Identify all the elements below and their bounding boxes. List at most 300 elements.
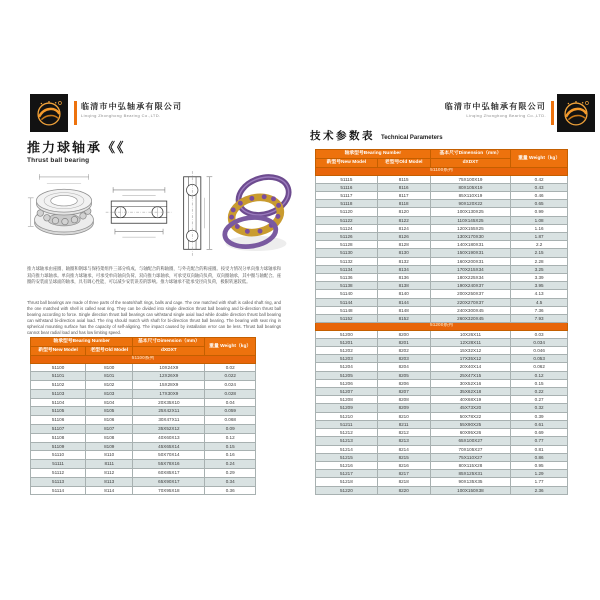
table-row [316,175,568,183]
cell-new-model: 51105 [31,407,86,416]
cell-weight: 2.2 [511,241,568,249]
cell-dimension: 220X270X37 [430,298,511,306]
cell-old-model: 8140 [377,290,430,298]
cell-new-model: 51134 [316,265,378,273]
series-label: 51100系列 [316,168,568,176]
page-title-block [27,137,126,164]
cell-old-model: 8107 [86,425,133,434]
cell-old-model: 8124 [377,224,430,232]
cell-dimension: 140X180X31 [430,241,511,249]
bearing-parts-photo [218,169,294,259]
cell-new-model: 51103 [31,389,86,398]
cell-new-model: 51140 [316,290,378,298]
cell-new-model: 51113 [31,477,86,486]
table-row [316,338,568,346]
cell-old-model: 8128 [377,241,430,249]
table-row [31,486,256,495]
cell-dimension: 60X85X17 [133,469,205,478]
cell-dimension: 25X47X15 [430,371,511,379]
cell-new-model: 51106 [31,416,86,425]
cell-old-model: 8132 [377,257,430,265]
cell-new-model: 51207 [316,388,378,396]
cell-weight: 0.46 [511,191,568,199]
series-header-row [316,168,568,176]
specs-table-left [30,337,256,495]
cell-old-model: 8106 [86,416,133,425]
cell-dimension: 110X145X25 [430,216,511,224]
table-row [316,298,568,306]
table-row [31,460,256,469]
col-new-model: 新型号New Model [316,159,378,168]
cell-old-model: 8215 [377,453,430,461]
cell-new-model: 51202 [316,347,378,355]
cell-weight: 0.022 [205,372,256,381]
table-row [316,249,568,257]
cell-weight: 0.61 [511,420,568,428]
table-row [316,420,568,428]
cell-weight: 4.5 [511,298,568,306]
cell-new-model: 51122 [316,216,378,224]
table-row [316,183,568,191]
table-row [31,398,256,407]
cell-weight: 0.062 [511,363,568,371]
cell-weight: 0.15 [511,379,568,387]
cell-new-model: 51220 [316,486,378,494]
cell-old-model: 8217 [377,470,430,478]
cell-new-model: 51152 [316,314,378,322]
cell-new-model: 51102 [31,381,86,390]
col-dimension-sub: dXDXT [133,347,205,356]
cell-old-model: 8104 [86,398,133,407]
cell-new-model: 51201 [316,338,378,346]
page-subtitle: Thrust ball bearing [27,157,90,164]
table-row [316,412,568,420]
cell-old-model: 8113 [86,477,133,486]
cell-dimension: 50X70X14 [133,451,205,460]
cell-new-model: 51214 [316,445,378,453]
cell-weight: 2.36 [511,486,568,494]
table-row [316,232,568,240]
cell-old-model: 8207 [377,388,430,396]
cell-new-model: 51108 [31,433,86,442]
table-row [316,200,568,208]
cell-new-model: 51205 [316,371,378,379]
cell-weight: 4.13 [511,290,568,298]
tech-params-subtitle: Technical Parameters [381,135,443,141]
cell-new-model: 51213 [316,437,378,445]
table-row [316,257,568,265]
series-header-row [31,356,256,364]
table-row [316,486,568,494]
col-dimension: 基本尺寸Dimension（mm） [430,150,511,159]
cell-weight: 3.95 [511,282,568,290]
cell-dimension: 85X125X31 [430,470,511,478]
cell-weight: 1.87 [511,232,568,240]
table-row [316,273,568,281]
cell-new-model: 51215 [316,453,378,461]
cell-dimension: 10X26X11 [430,330,511,338]
company-logo [557,94,595,132]
cell-new-model: 51209 [316,404,378,412]
cell-dimension: 17X30X9 [133,389,205,398]
table-row [316,330,568,338]
cell-dimension: 70X105X27 [430,445,511,453]
col-old-model: 老型号Old Model [377,159,430,168]
cell-dimension: 70X95X18 [133,486,205,495]
cell-new-model: 51203 [316,355,378,363]
cell-old-model: 8214 [377,445,430,453]
cell-dimension: 50X78X22 [430,412,511,420]
cell-new-model: 51144 [316,298,378,306]
cell-weight: 0.053 [511,355,568,363]
table-row [316,314,568,322]
cell-dimension: 130X170X30 [430,232,511,240]
cell-new-model: 51208 [316,396,378,404]
cell-new-model: 51130 [316,249,378,257]
cell-dimension: 45X73X20 [430,404,511,412]
cell-dimension: 100X130X25 [430,208,511,216]
table-row [316,191,568,199]
cell-weight: 0.39 [511,412,568,420]
table-row [316,453,568,461]
table-header-row [31,338,256,347]
table-row [316,371,568,379]
cell-old-model: 8216 [377,461,430,469]
cell-weight: 0.34 [205,477,256,486]
col-bearing-number: 轴承型号Bearing Number [316,150,431,159]
cell-new-model: 51114 [31,486,86,495]
cell-old-model: 8218 [377,478,430,486]
cell-old-model: 8200 [377,330,430,338]
cell-dimension: 190X240X37 [430,282,511,290]
cell-dimension: 90X135X35 [430,478,511,486]
cell-new-model: 51218 [316,478,378,486]
table-row [316,208,568,216]
cell-new-model: 51110 [31,451,86,460]
cell-new-model: 51118 [316,200,378,208]
cell-dimension: 12X26X9 [133,372,205,381]
company-block [81,101,182,118]
cell-weight: 0.12 [205,433,256,442]
cell-new-model: 51100 [31,363,86,372]
cell-old-model: 8136 [377,273,430,281]
cell-dimension: 200X250X37 [430,290,511,298]
cell-old-model: 8101 [86,372,133,381]
table-row [316,282,568,290]
cell-weight: 0.034 [511,338,568,346]
cell-weight: 1.08 [511,216,568,224]
table-row [316,355,568,363]
table-row [31,477,256,486]
table-row [316,363,568,371]
table-row [316,461,568,469]
cell-weight: 7.36 [511,306,568,314]
cell-old-model: 8201 [377,338,430,346]
product-figures [26,167,294,261]
cell-weight: 0.69 [511,429,568,437]
company-name-cn: 临清市中弘轴承有限公司 [81,102,183,111]
cell-new-model: 51217 [316,470,378,478]
cell-dimension: 20X35X10 [133,398,205,407]
cell-old-model: 8110 [86,451,133,460]
cell-dimension: 80X105X19 [430,183,511,191]
cell-weight: 0.65 [511,200,568,208]
cell-old-model: 8118 [377,200,430,208]
cell-weight: 0.16 [205,451,256,460]
table-row [31,416,256,425]
table-row [316,290,568,298]
table-row [316,379,568,387]
cell-old-model: 8203 [377,355,430,363]
table-header-row [316,150,568,159]
cell-weight: 0.77 [511,437,568,445]
header-divider [551,101,554,125]
cell-old-model: 8204 [377,363,430,371]
cell-new-model: 51120 [316,208,378,216]
cell-old-model: 8206 [377,379,430,387]
cell-old-model: 8212 [377,429,430,437]
cell-new-model: 51216 [316,461,378,469]
table-row [31,425,256,434]
cell-old-model: 8148 [377,306,430,314]
cell-dimension: 75X100X19 [430,175,511,183]
cell-dimension: 10X24X9 [133,363,205,372]
cell-dimension: 170X215X34 [430,265,511,273]
series-label: 51100系列 [31,356,256,364]
cell-weight: 0.43 [511,183,568,191]
tech-params-title: 技术参数表 [310,130,375,142]
cell-dimension: 240X300X45 [430,306,511,314]
cell-dimension: 90X120X22 [430,200,511,208]
table-row [316,224,568,232]
company-block [400,101,546,118]
cell-dimension: 35X52X12 [133,425,205,434]
cell-dimension: 65X100X27 [430,437,511,445]
bearing-section-drawing-horizontal [102,183,176,245]
table-row [31,469,256,478]
cell-old-model: 8208 [377,396,430,404]
cell-new-model: 51115 [316,175,378,183]
cell-old-model: 8152 [377,314,430,322]
cell-new-model: 51211 [316,420,378,428]
col-old-model: 老型号Old Model [86,347,133,356]
cell-new-model: 51210 [316,412,378,420]
cell-old-model: 8144 [377,298,430,306]
cell-weight: 2.15 [511,249,568,257]
cell-new-model: 51148 [316,306,378,314]
table-row [316,265,568,273]
cell-new-model: 51200 [316,330,378,338]
cell-dimension: 160X200X31 [430,257,511,265]
cell-old-model: 8117 [377,191,430,199]
col-weight: 重量 Weight（kg） [511,150,568,168]
company-logo [30,94,68,132]
cell-dimension: 20X40X14 [430,363,511,371]
series-header-row [316,323,568,331]
cell-new-model: 51206 [316,379,378,387]
cell-weight: 0.15 [205,442,256,451]
cell-dimension: 12X28X11 [430,338,511,346]
cell-weight: 0.04 [205,398,256,407]
cell-weight: 0.86 [511,453,568,461]
table-row [31,433,256,442]
cell-new-model: 51101 [31,372,86,381]
company-name-en: Linqing Zhonghong Bearing Co.,LTD. [466,113,546,118]
table-row [316,306,568,314]
cell-dimension: 30X52X16 [430,379,511,387]
cell-new-model: 51117 [316,191,378,199]
cell-new-model: 51112 [31,469,86,478]
col-weight: 重量 Weight（kg） [205,338,256,356]
cell-new-model: 51204 [316,363,378,371]
cell-weight: 3.39 [511,273,568,281]
cell-old-model: 8220 [377,486,430,494]
cell-old-model: 8120 [377,208,430,216]
cell-new-model: 51107 [31,425,86,434]
cell-old-model: 8102 [86,381,133,390]
cell-dimension: 75X110X27 [430,453,511,461]
cell-weight: 0.024 [205,381,256,390]
table-row [31,451,256,460]
cell-weight: 1.77 [511,478,568,486]
cell-dimension: 60X95X26 [430,429,511,437]
cell-old-model: 8210 [377,412,430,420]
company-name-cn: 临清市中弘轴承有限公司 [444,102,546,111]
header-divider [74,101,77,125]
col-bearing-number: 轴承型号Bearing Number [31,338,133,347]
cell-dimension: 40X68X19 [430,396,511,404]
cell-old-model: 8213 [377,437,430,445]
cell-old-model: 8105 [86,407,133,416]
cell-dimension: 80X115X28 [430,461,511,469]
bearing-section-drawing-vertical [176,169,218,259]
table-row [316,429,568,437]
cell-new-model: 51138 [316,282,378,290]
cell-dimension: 35X62X18 [430,388,511,396]
cell-dimension: 150X190X31 [430,249,511,257]
cell-dimension: 55X78X16 [133,460,205,469]
table-row [31,363,256,372]
cell-dimension: 15X28X9 [133,381,205,390]
cell-weight: 7.93 [511,314,568,322]
table-row [316,404,568,412]
cell-dimension: 65X90X17 [133,477,205,486]
cell-weight: 0.42 [511,175,568,183]
cell-new-model: 51126 [316,232,378,240]
cell-dimension: 15X32X12 [430,347,511,355]
cell-old-model: 8115 [377,175,430,183]
cell-dimension: 180X225X34 [430,273,511,281]
cell-old-model: 8112 [86,469,133,478]
series-label: 51200系列 [316,323,568,331]
cell-old-model: 8100 [86,363,133,372]
table-row [316,470,568,478]
table-row [31,407,256,416]
cell-weight: 0.81 [511,445,568,453]
specs-table-right [315,149,568,495]
cell-dimension: 45X65X14 [133,442,205,451]
tech-params-title-block [310,128,443,143]
cell-dimension: 17X35X12 [430,355,511,363]
cell-old-model: 8109 [86,442,133,451]
cell-weight: 0.24 [205,460,256,469]
table-row [316,241,568,249]
company-name-en: Linqing Zhonghong Bearing Co.,LTD. [81,113,161,118]
cell-dimension: 30X47X11 [133,416,205,425]
cell-old-model: 8122 [377,216,430,224]
cell-dimension: 85X110X19 [430,191,511,199]
cell-weight: 0.059 [205,407,256,416]
cell-weight: 0.27 [511,396,568,404]
page-title: 推力球轴承《《 [27,140,126,155]
cell-weight: 0.028 [205,389,256,398]
cell-weight: 2.28 [511,257,568,265]
cell-weight: 0.99 [511,208,568,216]
cell-dimension: 40X60X13 [133,433,205,442]
cell-weight: 0.29 [205,469,256,478]
cell-dimension: 120X155X25 [430,224,511,232]
cell-old-model: 8116 [377,183,430,191]
table-row [316,478,568,486]
cell-new-model: 51111 [31,460,86,469]
cell-old-model: 8209 [377,404,430,412]
cell-new-model: 51128 [316,241,378,249]
cell-old-model: 8103 [86,389,133,398]
cell-old-model: 8108 [86,433,133,442]
cell-new-model: 51124 [316,224,378,232]
cell-new-model: 51109 [31,442,86,451]
table-row [316,388,568,396]
cell-new-model: 51136 [316,273,378,281]
cell-new-model: 51116 [316,183,378,191]
cell-weight: 0.02 [205,363,256,372]
cell-old-model: 8111 [86,460,133,469]
cell-weight: 0.95 [511,461,568,469]
table-row [316,347,568,355]
intro-paragraph-en: Thrust ball bearings are made of three parts of the seats/shaft rings, balls and cage. The one matched with shaft is called shaft ring, and the one matched with shell is called seat ring. They can be divided into single direction thrust ball bearing and bi-direction thrust ball bearing according to force. Single direction thrust ball bearings can withstand single axial load while double direction thrust ball bearing can withstand bi-direction axial load. The ring should match with shaft for bi-direction thrust ball bearing. The bearing with seat ring in spherical mounting surface has the capacity of self-aligning. The impact caused by installation error can be less. Thrust ball bearings cannot bear radial load and has low limiting speed. [27,300,281,335]
table-row [31,389,256,398]
cell-dimension: 25X42X11 [133,407,205,416]
cell-old-model: 8114 [86,486,133,495]
cell-weight: 0.068 [205,416,256,425]
table-row [316,216,568,224]
cell-weight: 0.03 [511,330,568,338]
cell-old-model: 8205 [377,371,430,379]
cell-weight: 0.22 [511,388,568,396]
cell-weight: 0.12 [511,371,568,379]
cell-new-model: 51212 [316,429,378,437]
cell-new-model: 51104 [31,398,86,407]
col-new-model: 新型号New Model [31,347,86,356]
cell-weight: 1.16 [511,224,568,232]
bearing-3d-render [26,169,102,259]
cell-dimension: 55X90X25 [430,420,511,428]
table-row [316,396,568,404]
cell-weight: 0.32 [511,404,568,412]
col-dimension: 基本尺寸Dimension（mm） [133,338,205,347]
cell-new-model: 51132 [316,257,378,265]
cell-weight: 0.09 [205,425,256,434]
table-row [31,372,256,381]
cell-old-model: 8138 [377,282,430,290]
cell-dimension: 260X320X45 [430,314,511,322]
cell-weight: 3.25 [511,265,568,273]
cell-weight: 0.36 [205,486,256,495]
table-row [31,381,256,390]
cell-old-model: 8130 [377,249,430,257]
cell-weight: 1.29 [511,470,568,478]
cell-old-model: 8211 [377,420,430,428]
